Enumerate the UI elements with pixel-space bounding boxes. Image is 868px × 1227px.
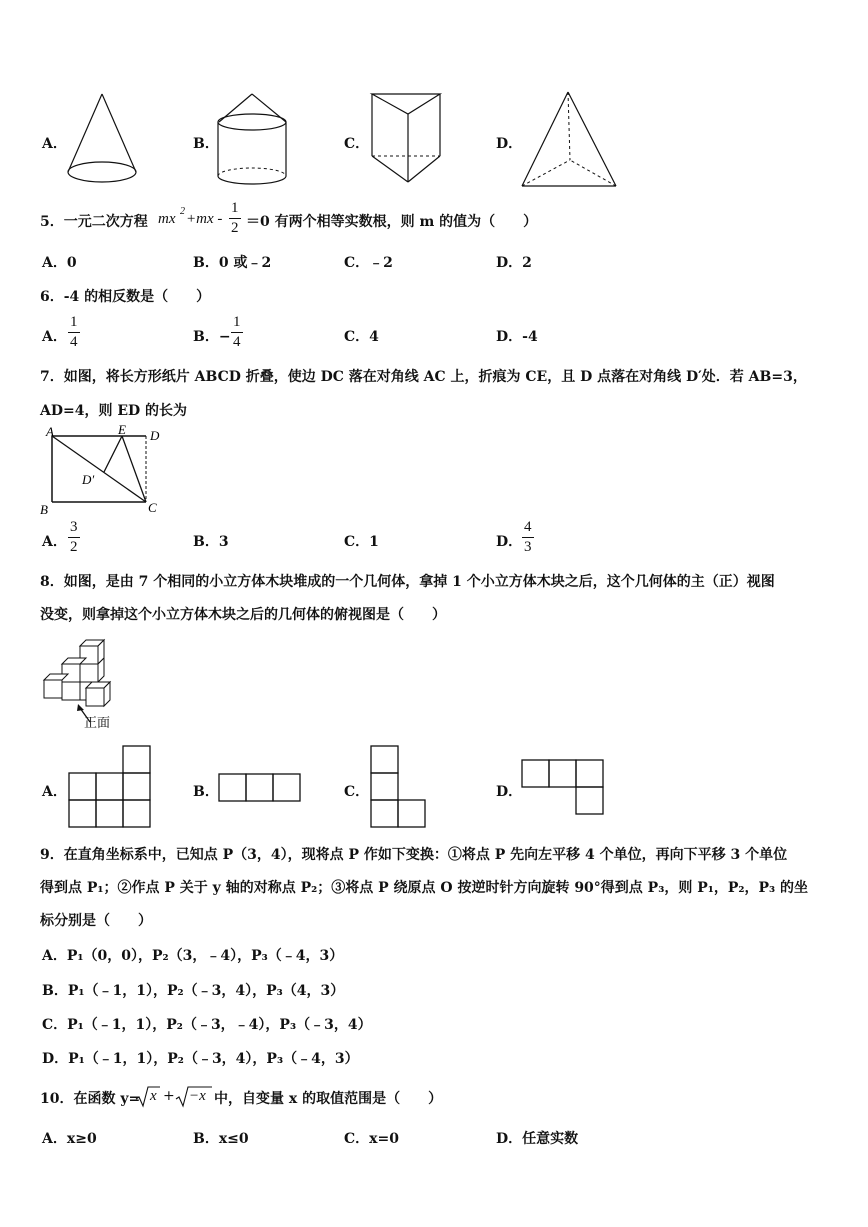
q9-option-b: B．P₁（﹣1，1），P₂（﹣3，4），P₃（4，3） xyxy=(42,983,345,999)
q8-option-a-label: A． xyxy=(42,784,67,800)
q10-option-c: C．x=0 xyxy=(344,1131,399,1147)
q6-a-num: 1 xyxy=(68,315,80,333)
q10-rad1: x xyxy=(150,1088,157,1104)
q8-option-c-grid xyxy=(370,745,428,829)
label-c: C xyxy=(148,500,157,515)
q8-option-d-grid xyxy=(521,759,605,817)
q8-option-b-label: B． xyxy=(193,784,219,800)
q10-option-a: A．x≥0 xyxy=(42,1131,97,1147)
q8-option-b-grid xyxy=(218,773,302,803)
q5-eq-b: +mx - xyxy=(186,211,223,227)
q10-option-d: D．任意实数 xyxy=(496,1131,579,1147)
q10-option-b: B．x≤0 xyxy=(193,1131,249,1147)
q9-stem-line1: 9．在直角坐标系中，已知点 P（3，4），现将点 P 作如下变换：①将点 P 先向左平移 4 个单位，再向下平移 3 个单位 xyxy=(40,847,788,863)
q7-option-a-fraction xyxy=(68,520,80,555)
q7-a-den: 2 xyxy=(70,539,78,555)
q7-stem-line1: 7．如图，将长方形纸片 ABCD 折叠，使边 DC 落在对角线 AC 上，折痕为 CE，且 D 点落在对角线 D′处．若 AB=3， xyxy=(40,369,807,385)
q4-option-a-label: A． xyxy=(42,136,67,152)
q4-option-d-label: D． xyxy=(496,136,523,152)
q10-radical-1 xyxy=(135,1085,161,1109)
q7-a-num: 3 xyxy=(68,520,80,538)
q8-option-a-grid xyxy=(68,745,152,829)
q10-plus: + xyxy=(163,1088,175,1104)
q5-eq-sup: 2 xyxy=(180,206,185,217)
q6-b-num: 1 xyxy=(231,315,243,333)
q4-option-b-label: B． xyxy=(193,136,219,152)
q5-stem-suffix: ＝0 有两个相等实数根，则 m 的值为（ ） xyxy=(246,214,538,230)
q9-stem-line2: 得到点 P₁；②作点 P 关于 y 轴的对称点 P₂；③将点 P 绕原点 O 按逆时针方向旋转 90°得到点 P₃，则 P₁，P₂，P₃ 的坐 xyxy=(40,880,809,896)
label-e: E xyxy=(118,422,126,437)
cone-figure xyxy=(66,92,140,188)
q6-option-b-label: B．− xyxy=(193,329,231,345)
q9-option-d: D．P₁（﹣1，1），P₂（﹣3，4），P₃（﹣4，3） xyxy=(42,1051,359,1067)
q5-option-b: B．0 或﹣2 xyxy=(193,255,272,271)
label-d: D xyxy=(150,428,160,443)
q7-option-c: C．1 xyxy=(344,534,379,550)
q10-rad2: −x xyxy=(189,1088,206,1104)
q5-option-c: C．﹣2 xyxy=(344,255,393,271)
q6-option-a-fraction xyxy=(68,315,80,350)
q8-option-c-label: C． xyxy=(344,784,370,800)
q7-option-d-fraction xyxy=(522,520,534,555)
q6-option-b-fraction xyxy=(231,315,243,350)
label-b: B xyxy=(40,502,48,517)
label-d-prime: D′ xyxy=(82,472,95,487)
q7-option-b: B．3 xyxy=(193,534,229,550)
q6-stem: 6．-4 的相反数是（ ） xyxy=(40,289,211,305)
q7-option-d-label: D． xyxy=(496,534,523,550)
q5-eq-a: mx xyxy=(158,211,176,227)
q7-option-a-label: A． xyxy=(42,534,67,550)
triangular-prism-figure xyxy=(368,92,444,188)
rectangle-fold-figure xyxy=(38,424,168,516)
q5-frac-den: 2 xyxy=(231,220,239,236)
q5-option-d: D．2 xyxy=(496,255,532,271)
q9-stem-line3: 标分别是（ ） xyxy=(40,913,152,929)
q10-stem-prefix: 10．在函数 y= xyxy=(40,1091,141,1107)
label-a: A xyxy=(46,424,54,439)
cube-stack-figure xyxy=(40,636,124,732)
q7-d-den: 3 xyxy=(524,539,532,555)
q7-stem-line2: AD=4，则 ED 的长为 xyxy=(40,403,188,419)
q8-option-d-label: D． xyxy=(496,784,523,800)
q5-fraction xyxy=(229,201,241,236)
q9-option-c: C．P₁（﹣1，1），P₂（﹣3，﹣4），P₃（﹣3，4） xyxy=(42,1017,372,1033)
q5-stem-prefix: 5．一元二次方程 xyxy=(40,214,148,230)
cone-cylinder-figure xyxy=(216,92,292,188)
q7-d-num: 4 xyxy=(522,520,534,538)
q5-option-a: A．0 xyxy=(42,255,77,271)
q9-option-a: A．P₁（0，0），P₂（3，﹣4），P₃（﹣4，3） xyxy=(42,948,344,964)
q6-option-d: D．-4 xyxy=(496,329,538,345)
q8-stem-line1: 8．如图，是由 7 个相同的小立方体木块堆成的一个几何体，拿掉 1 个小立方体木块之后，这个几何体的主（正）视图 xyxy=(40,574,775,590)
q5-frac-num: 1 xyxy=(229,201,241,219)
q6-option-a-label: A． xyxy=(42,329,67,345)
q4-option-c-label: C． xyxy=(344,136,370,152)
front-label: 正面 xyxy=(84,716,111,731)
tetrahedron-figure xyxy=(520,90,620,190)
q6-b-den: 4 xyxy=(233,334,241,350)
q8-stem-line2: 没变，则拿掉这个小立方体木块之后的几何体的俯视图是（ ） xyxy=(40,607,446,623)
q6-option-c: C．4 xyxy=(344,329,379,345)
q6-a-den: 4 xyxy=(70,334,78,350)
q10-stem-suffix: 中，自变量 x 的取值范围是（ ） xyxy=(214,1091,443,1107)
